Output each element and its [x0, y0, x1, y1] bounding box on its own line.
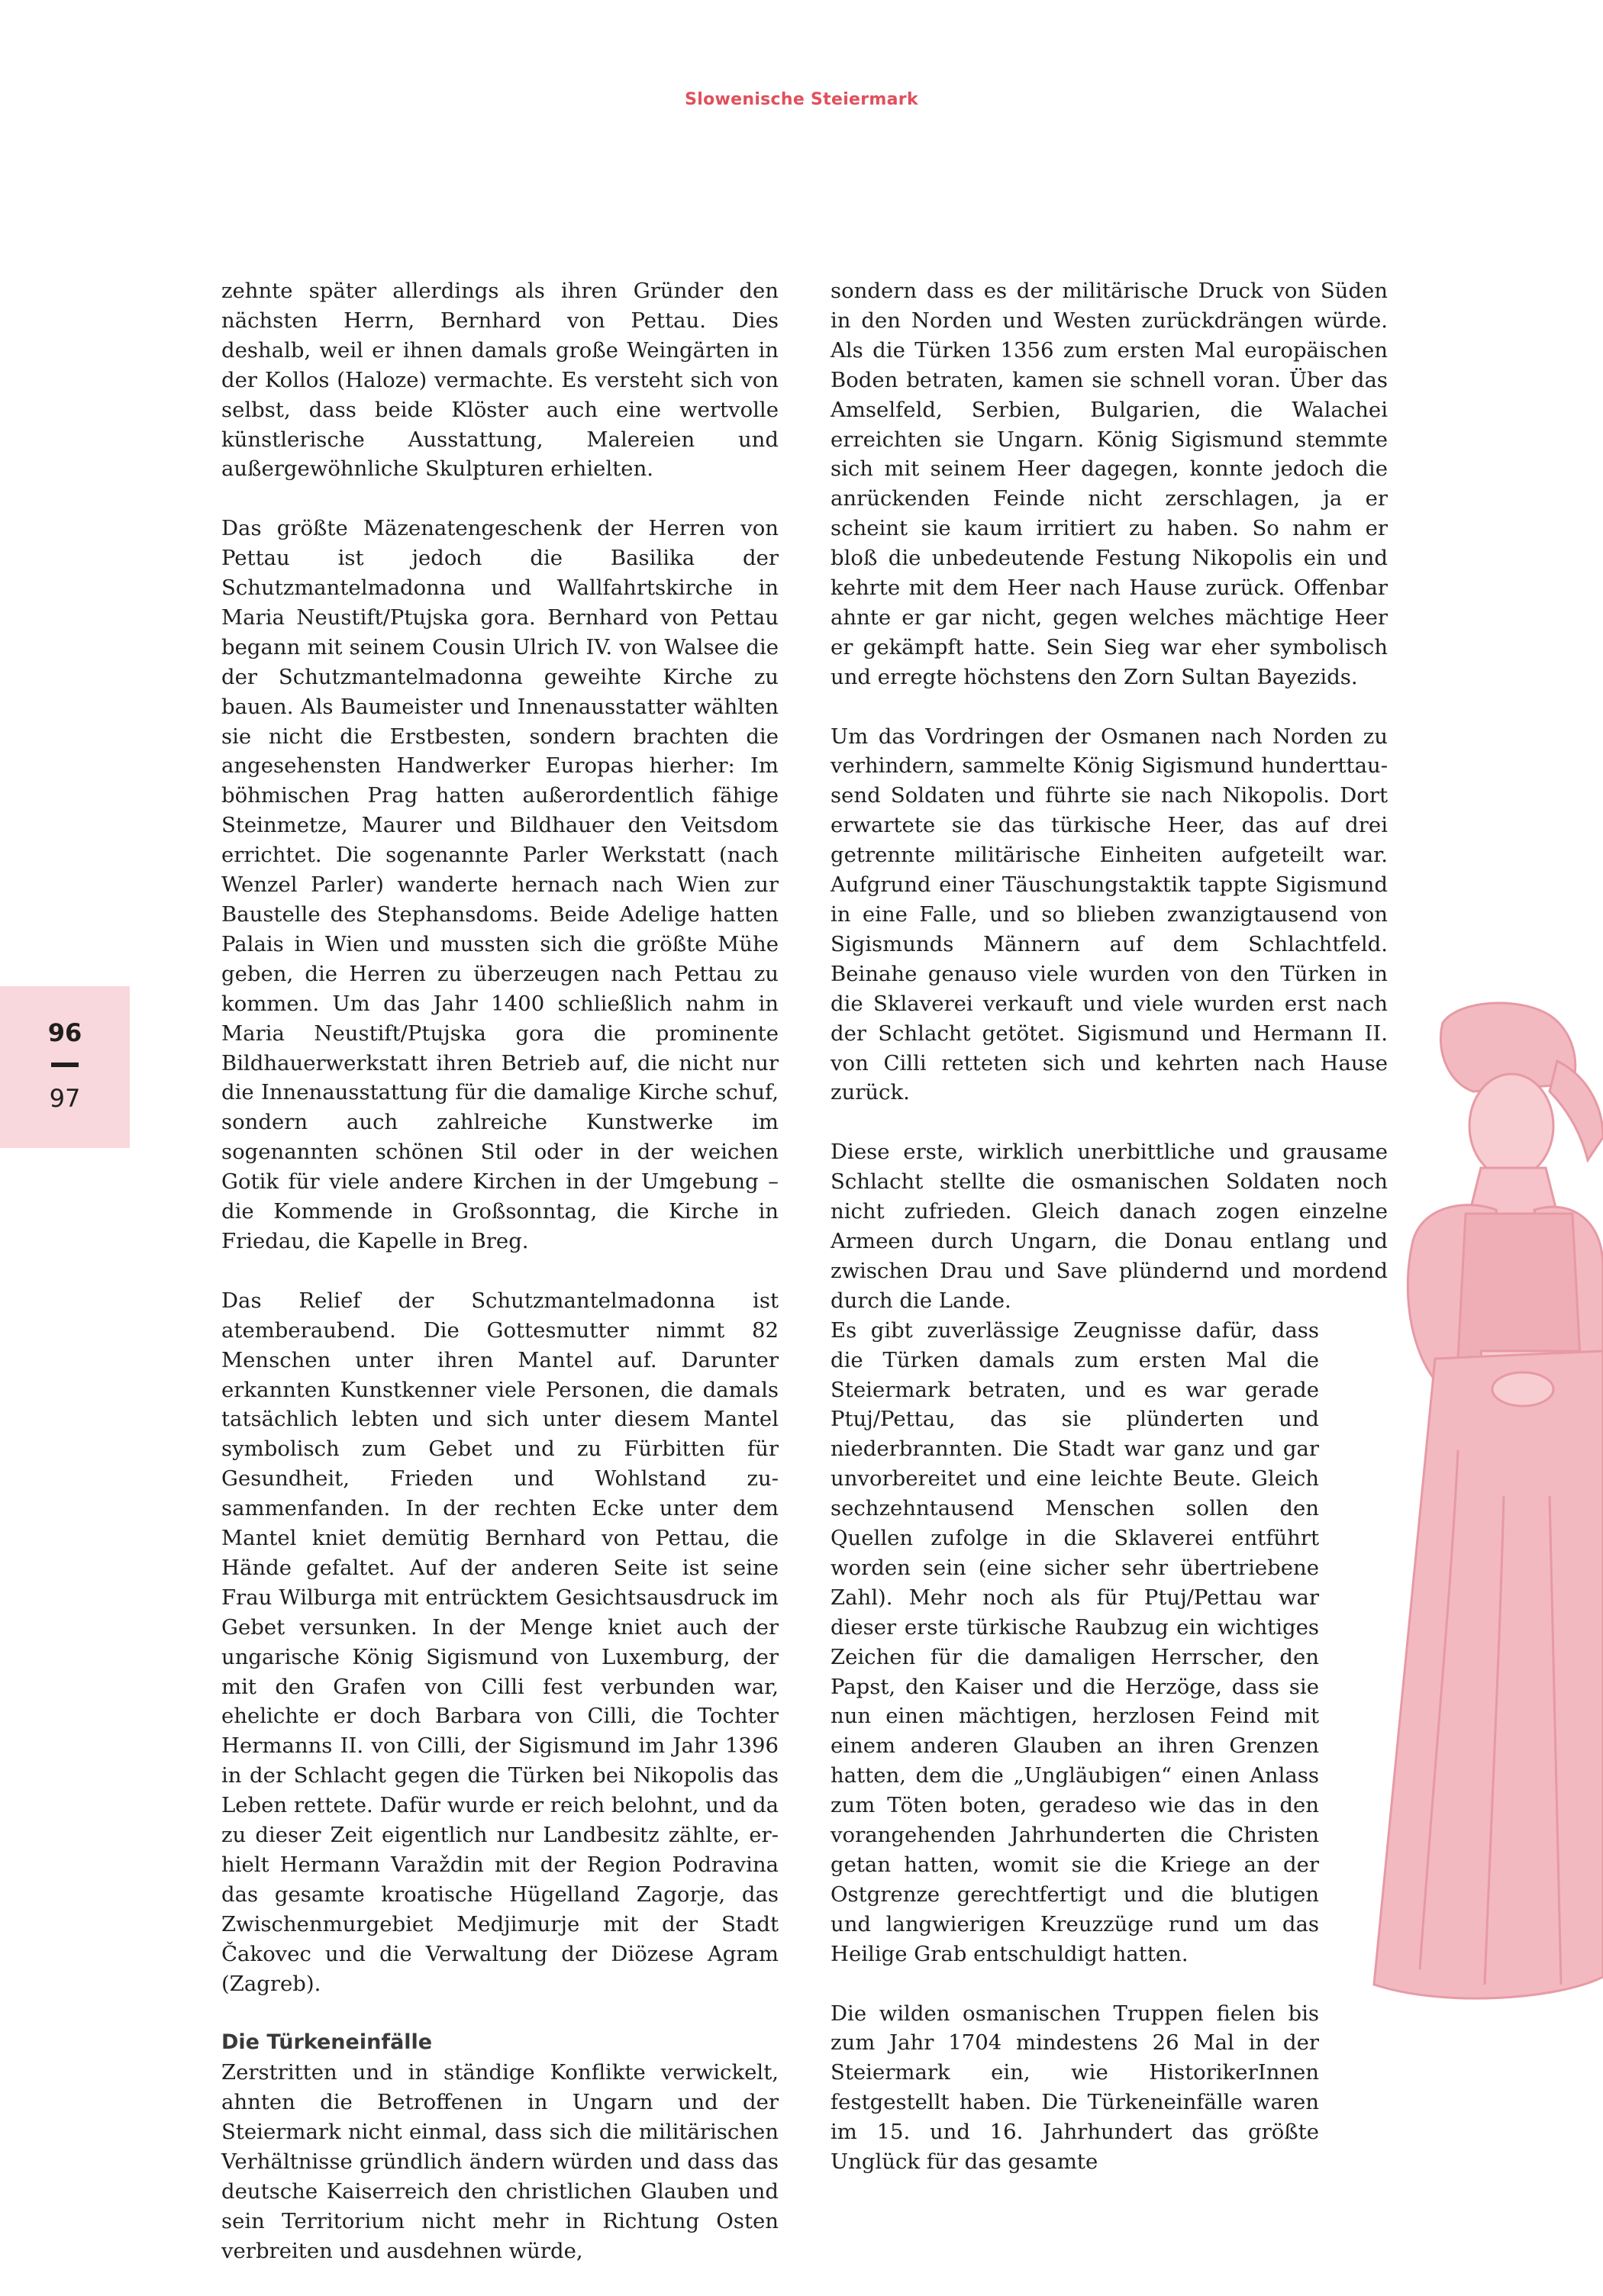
- paragraph: Das Relief der Schutzmantelmadonna ist atemberaubend. Die Gottesmutter nimmt 82 Menschen unter ihren Mantel auf. Darunter erkannten Kunstkenner viele Personen, die damals tatsächlich lebten und sich unter diesem Mantel symbolisch zum Gebet und zu Fürbitten für Gesundheit, Frieden und Wohlstand zusammenfanden. In der rechten Ecke unter dem Mantel kniet demütig Bernhard von Pettau, die Hände gefaltet. Auf der anderen Seite ist seine Frau Wilburga mit entrücktem Gesichtsausdruck im Gebet versunken. In der Menge kniet auch der ungarische König Sigismund von Luxemburg, der mit den Grafen von Cilli fest verbunden war, ehelichte er doch Barbara von Cilli, die Tochter Hermanns II. von Cilli, der Sigismund im Jahr 1396 in der Schlacht gegen die Türken bei Nikopolis das Leben rettete. Dafür wurde er reich belohnt, und da zu dieser Zeit eigentlich nur Landbesitz zählte, erhielt Hermann Varaždin mit der Region Podravina das gesamte kroatische Hügelland Zagorje, das Zwischenmurgebiet Medjimurje mit der Stadt Čakovec und die Verwaltung der Diözese Agram (Zagreb).: [221, 1288, 779, 1996]
- left-column: [221, 276, 779, 2296]
- section-heading: Die Türkeneinfälle: [221, 2030, 433, 2055]
- running-head: Slowenische Steiermark: [685, 90, 918, 109]
- paragraph: Diese erste, wirklich unerbittliche und grausame Schlacht stellte die osmanischen Soldaten noch nicht zufrieden. Gleich danach zogen einzelne Armeen durch Ungarn, die Donau entlang und zwischen Drau und Save plündernd und mordend durch die Lande.: [831, 1140, 1388, 1313]
- paragraph-wrapped: Es gibt zuverlässige Zeugnisse dafür, dass die Türken damals zum ersten Mal die Steiermark betraten, und es war gerade Ptuj/Pettau, das sie plünderten und niederbrannten. Die Stadt war ganz und gar unvorbereitet und eine leichte Beute. Gleich sechzehntausend Menschen sollen den Quellen zufolge in die Sklaverei entführt worden sein (eine sicher sehr übertriebene Zahl). Mehr noch als für Ptuj/Pettau war dieser erste türkische Raubzug ein wichtiges Zeichen für die damaligen Herrscher, den Papst, den Kaiser und die Herzöge, dass sie nun einen mächtigen, herzlosen Feind mit einem anderen Glauben an ihren Grenzen hatten, dem die „Ungläubigen“ einen Anlass zum Töten boten, geradeso wie das in den vorangehenden Jahrhunderten die Christen getan hatten, womit sie die Kriege an der Ostgrenze gerechtfertigt und die blutigen und langwierigen Kreuzzüge rund um das Heilige Grab entschuldigt hatten.: [831, 1317, 1319, 1966]
- paragraph-wrapped: Die wilden osmanischen Truppen fielen bis zum Jahr 1704 mindestens 26 Mal in der Steiermark ein, wie HistorikerInnen festgestellt haben. Die Türkeneinfälle waren im 15. und 16. Jahrhundert das größte Unglück für das gesamte: [831, 2001, 1319, 2175]
- right-column: [831, 276, 1388, 2207]
- page-number-next: 97: [49, 1084, 81, 1113]
- folio-tab: [0, 986, 130, 1148]
- paragraph: Um das Vordringen der Osmanen nach Norden zu verhindern, sammelte König Sigismund hunderttausend Soldaten und führte sie nach Nikopolis. Dort erwartete sie das türkische Heer, das auf drei getrennte militärische Einheiten aufgeteilt war. Aufgrund einer Täuschungstaktik tappte Sigismund in eine Falle, und so blieben zwanzigtausend von Sigismunds Männern auf dem Schlachtfeld. Beinahe genauso viele wurden von den Türken in die Sklaverei verkauft und viele wurden erst nach der Schlacht getötet. Sigismund und Hermann II. von Cilli retteten sich und kehrten nach Hause zurück.: [831, 724, 1388, 1105]
- paragraph: zehnte später allerdings als ihren Gründer den nächsten Herrn, Bernhard von Pettau. Dies deshalb, weil er ihnen damals große Weingärten in der Kollos (Haloze) vermachte. Es versteht sich von selbst, dass beide Klöster auch eine wertvolle künstlerische Ausstattung, Malereien und außergewöhnliche Skulpturen erhielten.: [221, 279, 779, 482]
- folio-divider: [51, 1063, 79, 1067]
- paragraph: sondern dass es der militärische Druck von Süden in den Norden und Westen zurückdrängen würde. Als die Türken 1356 zum ersten Mal europäischen Boden betraten, kamen sie schnell voran. Über das Amselfeld, Serbien, Bulgarien, die Walachei erreichten sie Ungarn. König Sigismund stemmte sich mit seinem Heer dagegen, konnte jedoch die anrückenden Feinde nicht zerschlagen, ja er scheint sie kaum irritiert zu haben. So nahm er bloß die unbedeutende Festung Nikopolis ein und kehrte mit dem Heer nach Hause zurück. Offenbar ahnte er gar nicht, gegen welches mächtige Heer er gekämpft hatte. Sein Sieg war eher symbolisch und erregte höchstens den Zorn Sultan Bayezids.: [831, 279, 1388, 689]
- page-number-current: 96: [47, 1018, 82, 1047]
- costume-figure-engraving-icon: [1328, 992, 1603, 2023]
- paragraph: Das größte Mäzenatengeschenk der Herren von Pettau ist jedoch die Basilika der Schutzmantelmadonna und Wallfahrtskirche in Maria Neustift/Ptujska gora. Bernhard von Pettau begann mit seinem Cousin Ulrich IV. von Walsee die der Schutzmantelmadonna geweihte Kirche zu bauen. Als Baumeister und Innenausstatter wählten sie nicht die Erstbesten, sondern brachten die angesehensten Handwerker Europas hierher: Im böhmischen Prag hatten außerordentlich fähige Steinmetze, Maurer und Bildhauer den Veitsdom errichtet. Die sogenannte Parler Werkstatt (nach Wenzel Parler) wanderte hernach nach Wien zur Baustelle des Stephansdoms. Beide Adelige hatten Palais in Wien und mussten sich die größte Mühe geben, die Herren zu überzeugen nach Pettau zu kommen. Um das Jahr 1400 schließlich nahm in Maria Neustift/Ptujska gora die prominente Bildhauerwerkstatt ihren Betrieb auf, die nicht nur die Innenausstattung für die damalige Kirche schuf, sondern auch zahlreiche Kunstwerke im sogenannten schönen Stil oder in der weichen Gotik für viele andere Kirchen in der Umgebung – die Kommende in Großsonntag, die Kirche in Friedau, die Kapelle in Breg.: [221, 516, 779, 1253]
- paragraph: Zerstritten und in ständige Konflikte verwickelt, ahnten die Betroffenen in Ungarn und der Steiermark nicht einmal, dass sich die militärischen Verhältnisse gründlich ändern würden und dass das deutsche Kaiserreich den christlichen Glauben und sein Territorium nicht mehr in Richtung Osten verbreiten und ausdehnen würde,: [221, 2060, 779, 2263]
